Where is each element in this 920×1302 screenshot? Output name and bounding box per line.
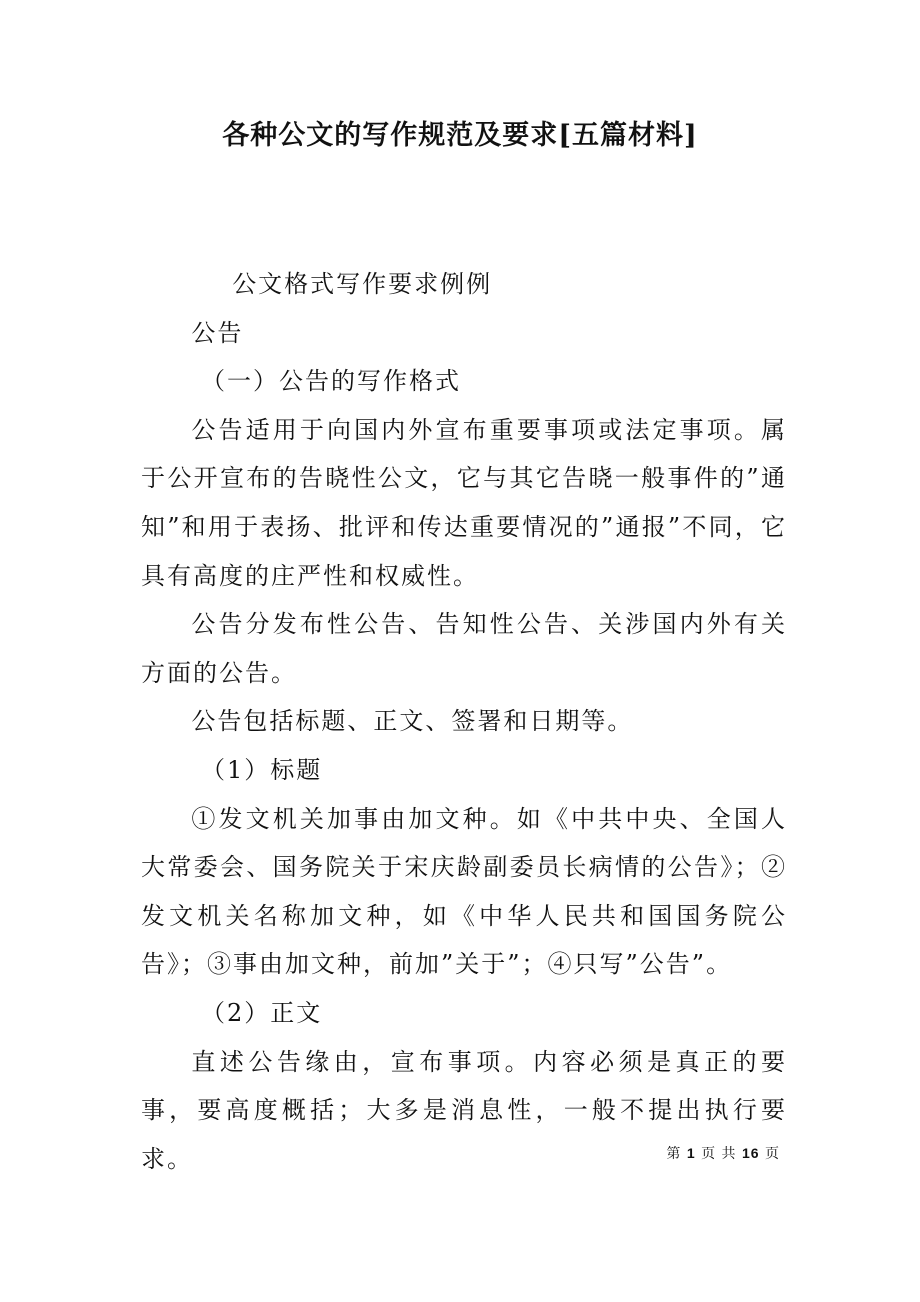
section-heading-announcement: 公告 [191,318,244,347]
item-heading-title: （1）标题 [201,755,323,784]
page-footer [666,1143,780,1164]
footer-page-number: 1 [686,1145,696,1161]
body-paragraph: ①发文机关加事由加文种。如《中共中央、全国人大常委会、国务院关于宋庆龄副委员长病情的公告》；②发文机关名称加文种，如《中华人民共和国国务院公告》；③事由加文种，前加”关于”；④只写”公告”。 [141,804,787,979]
body-paragraph: 直述公告缘由，宣布事项。内容必须是真正的要事，要高度概括；大多是消息性，一般不提出执行要求。 [141,1047,787,1173]
footer-prefix: 第 [666,1146,682,1162]
footer-suffix: 页 [765,1146,780,1162]
footer-middle: 页 共 [701,1146,737,1162]
subsection-heading: （一）公告的写作格式 [201,367,461,396]
body-paragraph: 公告包括标题、正文、签署和日期等。 [191,707,634,736]
footer-total-pages: 16 [741,1145,760,1161]
document-body [141,260,787,1183]
body-paragraph: 公告适用于向国内外宣布重要事项或法定事项。属于公开宣布的告晓性公文，它与其它告晓一般事件的”通知”和用于表扬、批评和传达重要情况的”通报”不同，它具有高度的庄严性和权威性。 [141,415,787,590]
body-paragraph: 公告分发布性公告、告知性公告、关涉国内外有关方面的公告。 [141,610,787,687]
section-heading: 公文格式写作要求例例 [232,270,493,298]
item-heading-body: （2）正文 [201,998,323,1027]
document-title: 各种公文的写作规范及要求[五篇材料] [222,120,698,151]
